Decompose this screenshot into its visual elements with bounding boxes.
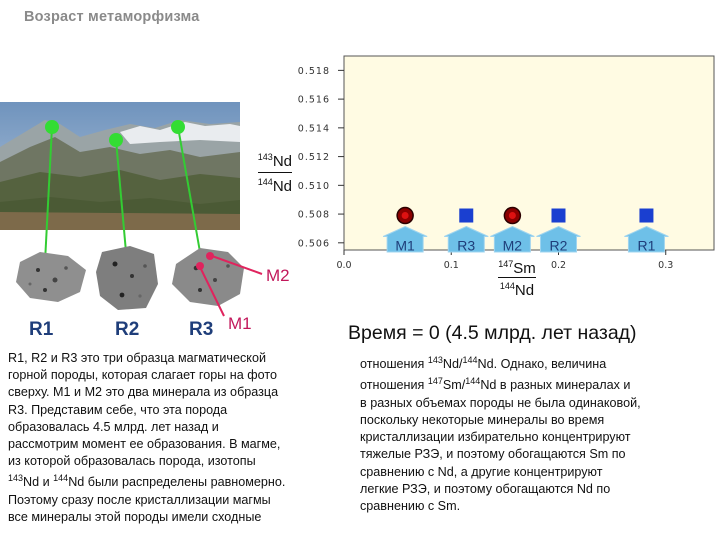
- marker-r3: [171, 120, 185, 134]
- label-m2: M2: [266, 266, 290, 285]
- point-label-m2: M2: [502, 237, 523, 254]
- x-tick-label: 0.1: [443, 260, 459, 271]
- y-tick-label: 0.506: [297, 238, 330, 250]
- label-r2: R2: [115, 319, 140, 340]
- point-core-m1: [402, 212, 409, 219]
- point-label-r1: R1: [637, 237, 656, 254]
- y-tick-label: 0.508: [297, 209, 330, 221]
- point-r2: [551, 209, 565, 223]
- y-tick-label: 0.518: [297, 65, 330, 77]
- rock-r3: [172, 248, 244, 306]
- x-axis-label: $^{147}$Sm $^{144}$Nd: [482, 256, 552, 299]
- point-core-m2: [509, 212, 516, 219]
- label-m1: M1: [228, 314, 252, 333]
- isochron-chart: [280, 50, 720, 280]
- x-tick-label: 0.0: [336, 260, 352, 271]
- time-caption: Время = 0 (4.5 млрд. лет назад): [348, 322, 637, 344]
- x-tick-label: 0.3: [658, 260, 674, 271]
- y-axis-label: $^{143}$Nd $^{144}$Nd: [240, 148, 292, 196]
- x-tick-label: 0.2: [550, 260, 567, 271]
- rock-r1: [16, 252, 86, 302]
- label-r1: R1: [29, 319, 54, 340]
- y-tick-label: 0.514: [297, 123, 330, 135]
- point-r1: [639, 209, 653, 223]
- rock-r2: [96, 246, 158, 310]
- y-tick-label: 0.516: [297, 94, 330, 106]
- slide-title: Возраст метаморфизма: [24, 9, 200, 25]
- description-right: отношения $^{143}$Nd/$^{144}$Nd. Однако, величина отношения $^{147}$Sm/$^{144}$Nd в разных минералах и в разных объемах породы не была одинаковой, поскольку некоторые минералы во время кристаллизации избирательно концентрируют тяжелые РЗЭ, и поэтому обогащаются Sm по сравнению с Nd, а другие концентрируют легкие РЗЭ, и поэтому обогащаются Nd по сравнению с Sm.: [360, 355, 641, 513]
- y-tick-label: 0.510: [297, 180, 330, 192]
- rock-samples: [0, 240, 300, 320]
- point-label-m1: M1: [395, 237, 415, 254]
- point-label-r2: R2: [549, 237, 568, 254]
- label-r3: R3: [189, 319, 214, 340]
- y-tick-label: 0.512: [297, 152, 330, 164]
- marker-r1: [45, 120, 59, 134]
- point-r3: [459, 209, 473, 223]
- description-left: R1, R2 и R3 это три образца магматической горной породы, которая слагает горы на фото сверху. М1 и М2 это два минерала из образца R3. Представим себе, что эта порода образовалась 4.5 млрд. лет назад и рассмотрим момент ее образования. В магме, из которой образовалась порода, изотопы $^{143}$Nd и $^{144}$Nd были распределены равномерно. Поэтому сразу после кристаллизации магмы все минералы этой породы имели сходные: [8, 351, 286, 525]
- point-label-r3: R3: [457, 237, 476, 254]
- marker-r2: [109, 133, 123, 147]
